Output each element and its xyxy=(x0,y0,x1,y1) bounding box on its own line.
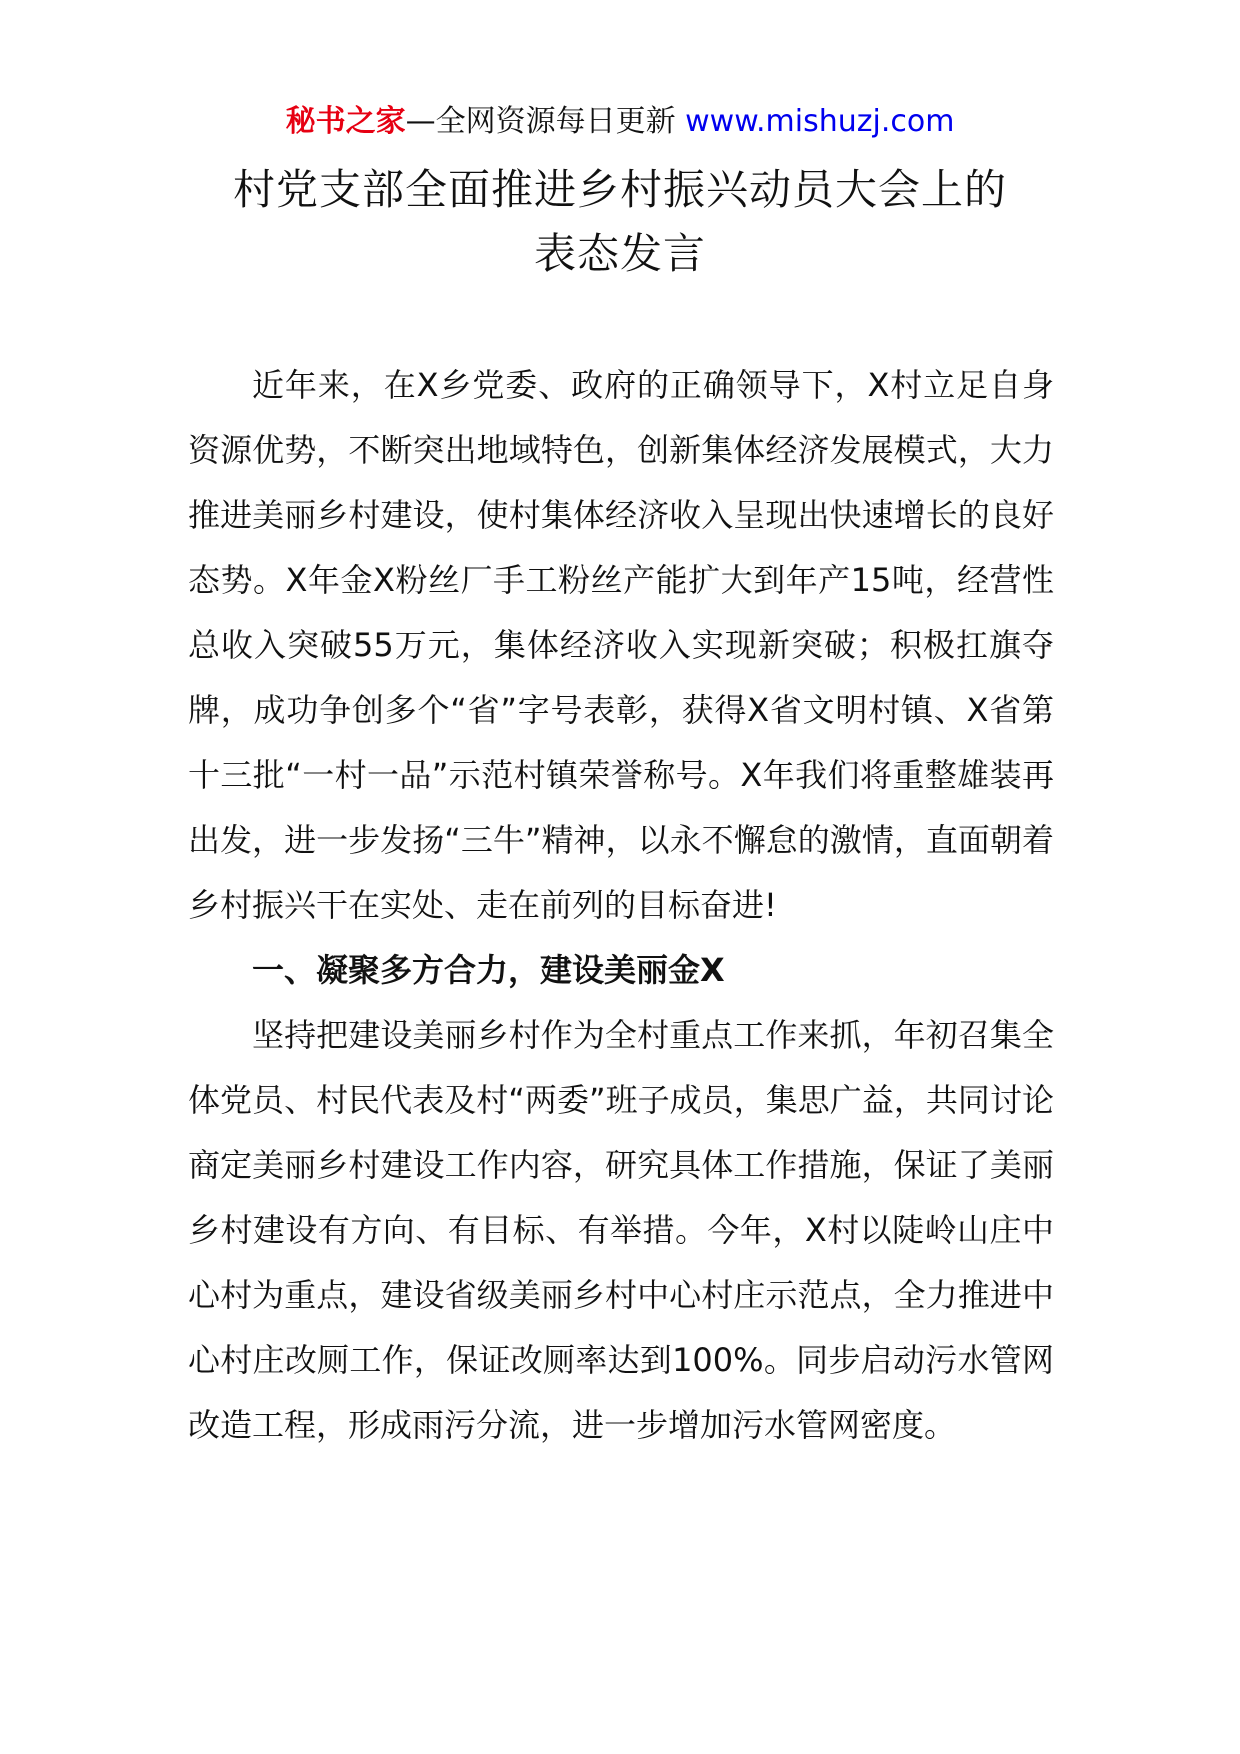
brand-name: 秘书之家 xyxy=(285,104,406,139)
section-heading-1: 一、凝聚多方合力，建设美丽金X xyxy=(252,951,725,989)
paragraph-section-1: 坚持把建设美丽乡村作为全村重点工作来抓，年初召集全体党员、村民代表及村“两委”班子成员，集思广益，共同讨论商定美丽乡村建设工作内容，研究具体工作措施，保证了美丽乡村建设有方向、有目标、有举措。今年，X村以陡岭山庄中心村为重点，建设省级美丽乡村中心村庄示范点，全力推进中心村庄改厕工作，保证改厕率达到100%。同步启动污水管网改造工程，形成雨污分流，进一步增加污水管网密度。 xyxy=(188,1016,1054,1444)
document-title xyxy=(160,158,1080,286)
title-line-1: 村党支部全面推进乡村振兴动员大会上的 xyxy=(232,165,1007,214)
document-body xyxy=(188,353,1054,1458)
header-tagline: —全网资源每日更新 xyxy=(405,104,676,139)
title-line-2: 表态发言 xyxy=(533,229,706,278)
watermark-header xyxy=(0,100,1240,144)
site-url-link[interactable]: www.mishuzj.com xyxy=(685,104,955,139)
paragraph-intro: 近年来，在X乡党委、政府的正确领导下，X村立足自身资源优势，不断突出地域特色，创新集体经济发展模式，大力推进美丽乡村建设，使村集体经济收入呈现出快速增长的良好态势。X年金X粉丝厂手工粉丝产能扩大到年产15吨，经营性总收入突破55万元，集体经济收入实现新突破；积极扛旗夺牌，成功争创多个“省”字号表彰，获得X省文明村镇、X省第十三批“一村一品”示范村镇荣誉称号。X年我们将重整雄装再出发，进一步发扬“三牛”精神，以永不懈怠的激情，直面朝着乡村振兴干在实处、走在前列的目标奋进! xyxy=(188,366,1054,924)
